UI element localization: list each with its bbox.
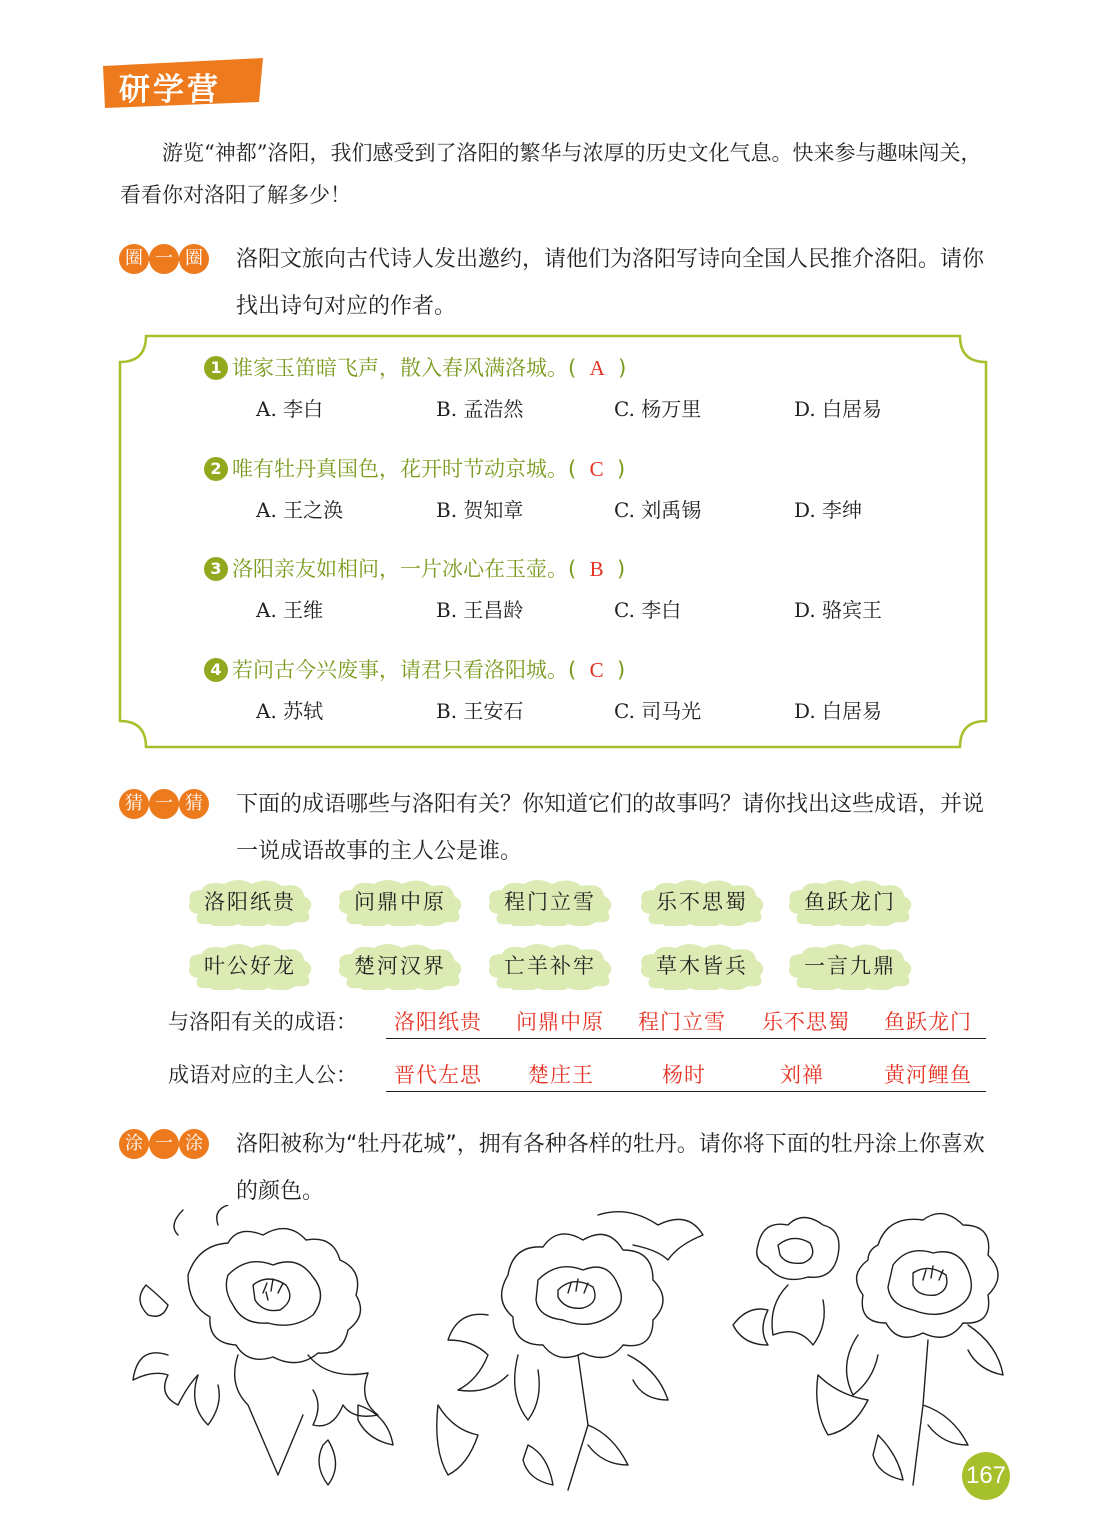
option: C. 杨万里	[614, 397, 702, 421]
section1-prompt: 洛阳文旅向古代诗人发出邀约，请他们为洛阳写诗向全国人民推介洛阳。请你找出诗句对应的作者。	[236, 247, 985, 319]
intro-paragraph: 游览“神都”洛阳，我们感受到了洛阳的繁华与浓厚的历史文化气息。快来参与趣味闯关，看看你对洛阳了解多少！	[120, 141, 982, 207]
options-row-2	[256, 495, 956, 525]
option: A. 王之涣	[256, 498, 344, 522]
question-2	[204, 453, 625, 485]
peony-drawing-1[interactable]	[133, 1205, 393, 1485]
page-number: 167	[962, 1452, 1010, 1500]
question-close: )	[616, 557, 626, 581]
option: D. 骆宾王	[794, 598, 883, 622]
badge-paint-one-paint	[118, 1128, 210, 1160]
question-close: )	[616, 658, 626, 682]
idiom-text: 叶公好龙	[204, 954, 296, 978]
options-row-3	[256, 595, 956, 625]
question-close: )	[618, 356, 627, 380]
badge-char: 涂	[185, 1133, 203, 1154]
answer-mark: A	[589, 356, 605, 380]
options-row-4	[256, 696, 956, 726]
idiom-cloud[interactable]	[636, 878, 768, 926]
option: D. 白居易	[794, 699, 883, 723]
protagonist-answer: 刘禅	[780, 1063, 824, 1087]
badge-circle-one-circle	[118, 243, 210, 275]
question-3	[204, 553, 625, 585]
option: B. 王安石	[436, 699, 524, 723]
idiom-text: 亡羊补牢	[504, 954, 596, 978]
idiom-cloud[interactable]	[334, 942, 466, 990]
idiom-cloud[interactable]	[184, 942, 316, 990]
idiom-text: 乐不思蜀	[656, 890, 748, 914]
protagonist-answer: 晋代左思	[394, 1063, 482, 1087]
idiom-text: 楚河汉界	[354, 954, 446, 978]
section-header-tag	[103, 58, 263, 108]
badge-char: 涂	[125, 1133, 143, 1154]
options-row-1	[256, 394, 956, 424]
question-number: 1	[204, 356, 228, 380]
protagonists-row	[168, 1057, 988, 1093]
option: A. 李白	[256, 397, 324, 421]
option: C. 李白	[614, 598, 682, 622]
related-answer: 问鼎中原	[516, 1010, 604, 1034]
peony-drawing-3[interactable]	[733, 1214, 1003, 1485]
idiom-cloud[interactable]	[334, 878, 466, 926]
question-text: 若问古今兴废事，请君只看洛阳城。(	[232, 658, 577, 682]
idiom-text: 草木皆兵	[656, 954, 748, 978]
idiom-cloud[interactable]	[184, 878, 316, 926]
question-text: 洛阳亲友如相问，一片冰心在玉壶。(	[232, 557, 577, 581]
related-label: 与洛阳有关的成语：	[168, 1010, 357, 1034]
answer-mark: B	[589, 557, 604, 581]
peony-coloring-illustrations[interactable]	[128, 1205, 1008, 1495]
option: A. 苏轼	[256, 699, 324, 723]
question-close: )	[616, 457, 626, 481]
question-1	[204, 352, 626, 384]
idiom-cloud[interactable]	[484, 878, 616, 926]
badge-char: 圈	[125, 248, 143, 269]
badge-char: 猜	[185, 793, 203, 814]
option: B. 贺知章	[436, 498, 524, 522]
related-answer: 鱼跃龙门	[884, 1010, 972, 1034]
header-title: 研学营	[119, 72, 221, 108]
protagonist-label: 成语对应的主人公：	[168, 1063, 357, 1087]
badge-char: 猜	[125, 793, 143, 814]
idiom-text: 程门立雪	[504, 890, 596, 914]
option: C. 刘禹锡	[614, 498, 702, 522]
question-number: 3	[204, 557, 228, 581]
option: D. 白居易	[794, 397, 883, 421]
idiom-text: 洛阳纸贵	[204, 890, 296, 914]
related-answer: 乐不思蜀	[762, 1010, 850, 1034]
idiom-text: 一言九鼎	[804, 954, 896, 978]
idiom-cloud[interactable]	[784, 878, 916, 926]
section3-prompt: 洛阳被称为“牡丹花城”，拥有各种各样的牡丹。请你将下面的牡丹涂上你喜欢的颜色。	[236, 1132, 985, 1204]
badge-char: 一	[155, 248, 173, 269]
idiom-text: 鱼跃龙门	[804, 890, 896, 914]
badge-char: 一	[155, 1133, 173, 1154]
related-answer: 程门立雪	[638, 1010, 726, 1034]
question-text: 唯有牡丹真国色，花开时节动京城。(	[232, 457, 577, 481]
question-number: 4	[204, 658, 228, 682]
peony-drawing-2[interactable]	[437, 1212, 703, 1490]
protagonist-answer: 黄河鲤鱼	[884, 1063, 972, 1087]
related-idioms-row	[168, 1004, 988, 1040]
question-4	[204, 654, 625, 686]
answer-mark: C	[589, 658, 604, 682]
answer-mark: C	[589, 457, 604, 481]
badge-char: 圈	[185, 248, 203, 269]
idiom-cloud[interactable]	[784, 942, 916, 990]
badge-char: 一	[155, 793, 173, 814]
idiom-text: 问鼎中原	[354, 890, 446, 914]
question-text: 谁家玉笛暗飞声，散入春风满洛城。(	[232, 356, 577, 380]
badge-guess-one-guess	[118, 788, 210, 820]
protagonist-answer: 楚庄王	[528, 1063, 594, 1087]
option: B. 王昌龄	[436, 598, 524, 622]
protagonist-answer: 杨时	[662, 1063, 706, 1087]
option: B. 孟浩然	[436, 397, 524, 421]
option: A. 王维	[256, 598, 324, 622]
section2-prompt: 下面的成语哪些与洛阳有关？你知道它们的故事吗？请你找出这些成语，并说一说成语故事的主人公是谁。	[236, 792, 985, 864]
idiom-cloud[interactable]	[636, 942, 768, 990]
option: C. 司马光	[614, 699, 702, 723]
idiom-cloud[interactable]	[484, 942, 616, 990]
question-number: 2	[204, 457, 228, 481]
option: D. 李绅	[794, 498, 863, 522]
related-answer: 洛阳纸贵	[394, 1010, 482, 1034]
